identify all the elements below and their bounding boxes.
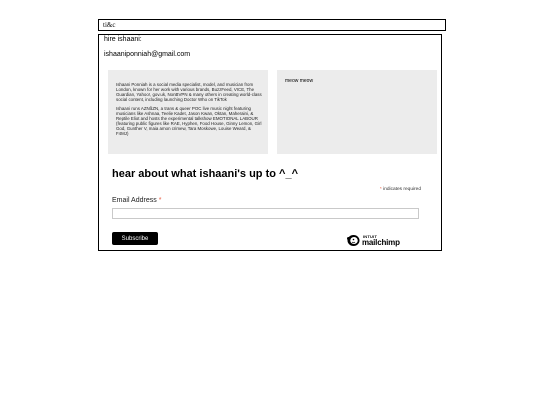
bio-card	[108, 70, 268, 154]
email-label	[112, 197, 161, 204]
hire-heading: hire ishaani:	[104, 36, 142, 43]
email-label-text: Email Address	[112, 197, 157, 204]
intuit-wordmark: INTUIT	[363, 234, 378, 239]
top-bar	[98, 19, 446, 31]
top-bar-text: ti&c	[103, 21, 116, 29]
bio-paragraph-1: Ishaani Ponniah is a social media specialist, model, and musician from London, known for her work with various brands, BuzzFeed, VICE, The Guardian, Yahoo!, gov.uk, NonBVPN & many others in creating world-class social content, including launching Doctor Who on TikTok	[116, 82, 262, 102]
contact-email[interactable]: ishaaniponniah@gmail.com	[104, 51, 191, 58]
mailchimp-wordmark: mailchimp	[362, 238, 400, 247]
required-asterisk: *	[379, 187, 382, 192]
email-input[interactable]	[112, 208, 419, 219]
bio-paragraph-2: Ishaani runs AZNßZN, a trans & queer POC live music night featuring musicians like Ashnaa, Teelie Kadet, Jason Kwan, Oktan, Maheraini, & Reptile Eliot and hosts the experimental talkshow EMOTIONAL LABOUR (featuring public figures like RAE, Hyphen, Food House, Ginny Lemon, Girl God, Gunther V, maia amon crimew, Tara Moskowe, Louise Weard, & F4MJ)	[116, 106, 262, 136]
mailchimp-logo[interactable]	[346, 233, 406, 249]
signup-title: hear about what ishaani's up to ^_^	[112, 168, 298, 180]
mailchimp-freddie-icon	[346, 233, 361, 247]
email-required-asterisk: *	[158, 197, 162, 204]
required-note	[380, 187, 421, 192]
side-card	[277, 70, 437, 154]
side-card-text: meow meow	[285, 78, 314, 84]
main-panel	[98, 34, 442, 251]
required-note-text: indicates required	[383, 187, 421, 192]
subscribe-button[interactable]: Subscribe	[112, 232, 158, 245]
